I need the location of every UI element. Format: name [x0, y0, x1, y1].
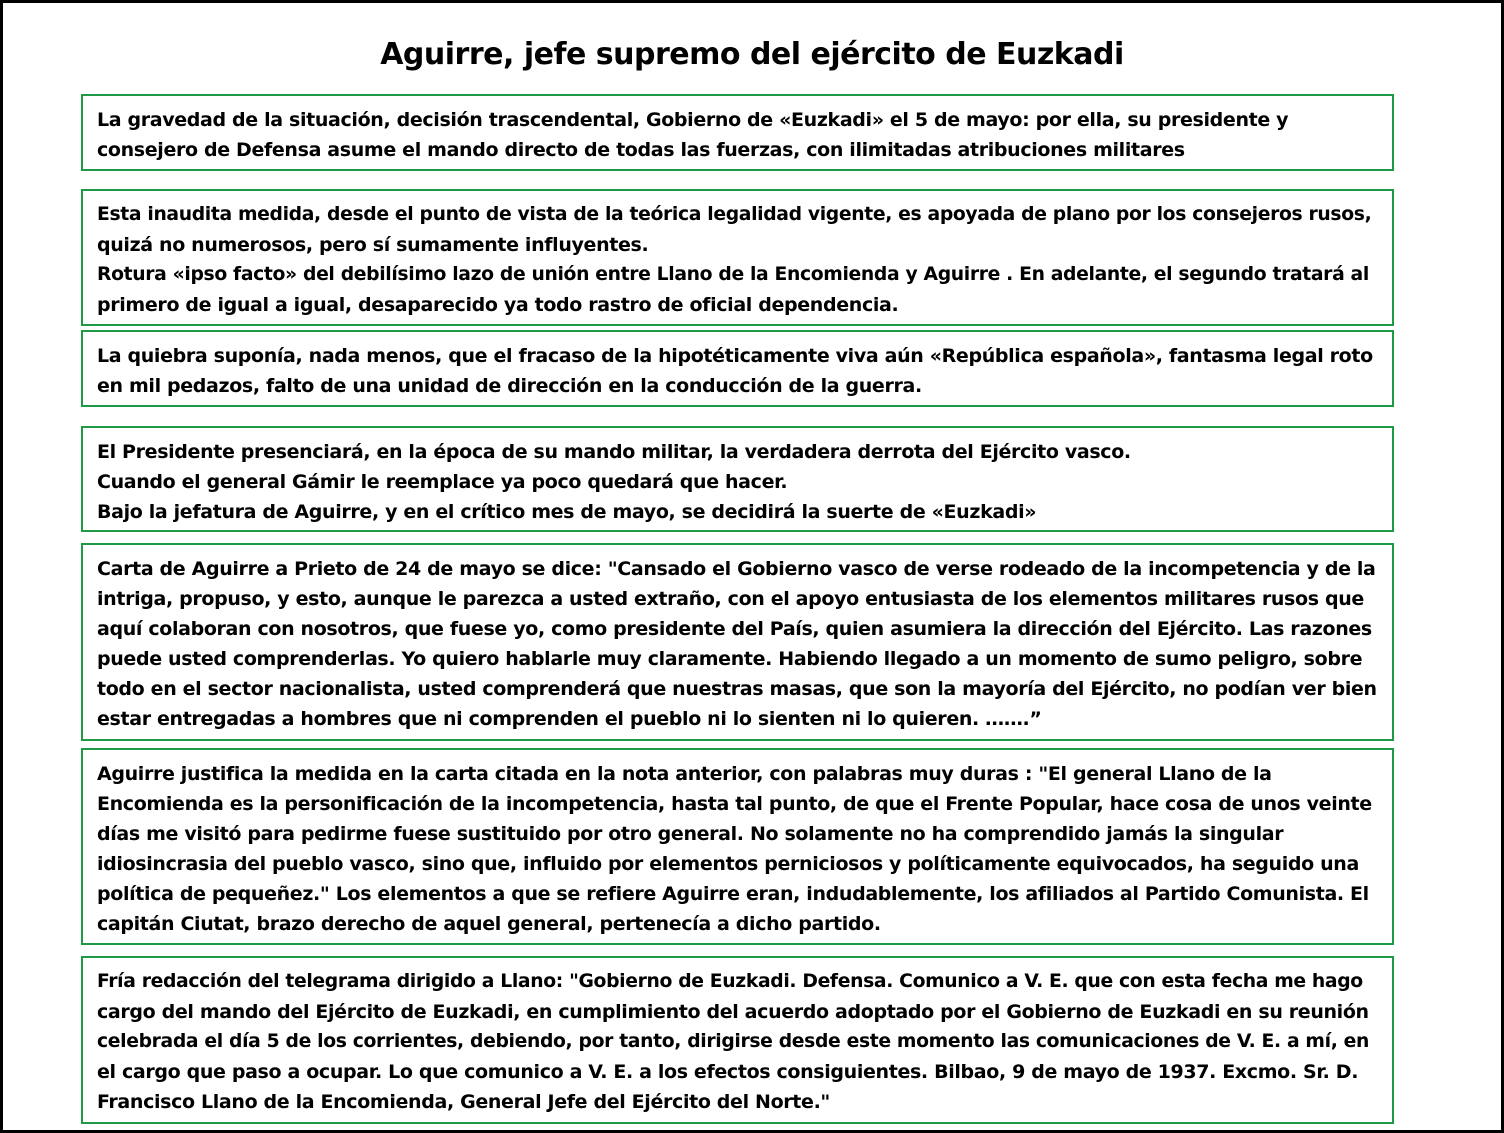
text-line: Francisco Llano de la Encomienda, General Jefe del Ejército del Norte." — [97, 1091, 830, 1113]
text-line: Carta de Aguirre a Prieto de 24 de mayo se dice: "Cansado el Gobierno vasco de verse rodeado de la incompetencia y de la — [97, 558, 1376, 580]
text-box-telegrama-llano — [81, 956, 1394, 1124]
text-box-carta-prieto — [81, 543, 1394, 741]
text-line: Bajo la jefatura de Aguirre, y en el crítico mes de mayo, se decidirá la suerte de «Euzkadi» — [97, 501, 1037, 523]
text-line: celebrada el día 5 de los corrientes, debiendo, por tanto, dirigirse desde este momento las comunicaciones de V. E. a mí, en — [97, 1031, 1370, 1052]
text-line: Encomienda es la personificación de la incompetencia, hasta tal punto, de que el Frente Popular, hace cosa de unos veinte — [97, 793, 1372, 815]
text-box-consejeros-rusos — [81, 189, 1394, 326]
text-line: días me visitó para pedirme fuese sustituido por otro general. No solamente no ha comprendido jamás la singular — [97, 823, 1284, 845]
text-box-quiebra-republica — [81, 330, 1394, 407]
text-line: aquí colaboran con nosotros, que fuese yo, como presidente del País, quien asumiera la dirección del Ejército. Las razones — [97, 618, 1372, 640]
text-line: El Presidente presenciará, en la época de su mando militar, la verdadera derrota del Ejército vasco. — [97, 441, 1131, 463]
text-line: Esta inaudita medida, desde el punto de vista de la teórica legalidad vigente, es apoyada de plano por los consejeros rusos, — [97, 204, 1372, 225]
text-line: primero de igual a igual, desaparecido ya todo rastro de oficial dependencia. — [97, 294, 899, 316]
text-line: La gravedad de la situación, decisión trascendental, Gobierno de «Euzkadi» el 5 de mayo: por ella, su presidente y — [97, 109, 1289, 131]
text-line: puede usted comprenderlas. Yo quiero hablarle muy claramente. Habiendo llegado a un momento de sumo peligro, sobre — [97, 648, 1363, 670]
text-line: en mil pedazos, falto de una unidad de dirección en la conducción de la guerra. — [97, 375, 922, 397]
text-line: quizá no numerosos, pero sí sumamente influyentes. — [97, 234, 649, 256]
text-line: Rotura «ipso facto» del debilísimo lazo de unión entre Llano de la Encomienda y Aguirre . En adelante, el segundo tratará al — [97, 264, 1369, 285]
text-line: La quiebra suponía, nada menos, que el fracaso de la hipotéticamente viva aún «República española», fantasma legal roto — [97, 345, 1373, 367]
text-line: estar entregadas a hombres que ni comprenden el pueblo ni lo sienten ni lo quieren. …….” — [97, 708, 1042, 730]
text-line: Cuando el general Gámir le reemplace ya poco quedará que hacer. — [97, 471, 788, 493]
text-box-derrota-ejercito-vasco — [81, 426, 1394, 532]
text-line: capitán Ciutat, brazo derecho de aquel general, pertenecía a dicho partido. — [97, 913, 881, 935]
text-line: Aguirre justifica la medida en la carta citada en la nota anterior, con palabras muy duras : "El general Llano de la — [97, 763, 1272, 785]
text-line: el cargo que paso a ocupar. Lo que comunico a V. E. a los efectos consiguientes. Bilbao, 9 de mayo de 1937. Excmo. Sr. D. — [97, 1061, 1359, 1083]
text-line: intriga, propuso, y esto, aunque le parezca a usted extraño, con el apoyo entusiasta de los elementos militares rusos que — [97, 588, 1364, 610]
text-box-mando-directo — [81, 94, 1394, 171]
text-line: idiosincrasia del pueblo vasco, sino que, influido por elementos perniciosos y políticamente equivocados, ha seguido una — [97, 853, 1359, 875]
text-line: todo en el sector nacionalista, usted comprenderá que nuestras masas, que son la mayoría del Ejército, no podían ver bien — [97, 678, 1377, 700]
page-title: Aguirre, jefe supremo del ejército de Euzkadi — [380, 37, 1124, 72]
text-line: Fría redacción del telegrama dirigido a Llano: "Gobierno de Euzkadi. Defensa. Comunico a V. E. que con esta fecha me hago — [97, 971, 1363, 992]
text-line: consejero de Defensa asume el mando directo de todas las fuerzas, con ilimitadas atribuciones militares — [97, 139, 1185, 161]
text-line: política de pequeñez." Los elementos a que se refiere Aguirre eran, indudablemente, los afiliados al Partido Comunista. El — [97, 883, 1369, 905]
text-line: cargo del mando del Ejército de Euzkadi, en cumplimiento del acuerdo adoptado por el Gobierno de Euzkadi en su reunión — [97, 1001, 1369, 1023]
text-box-justificacion-aguirre — [81, 748, 1394, 945]
